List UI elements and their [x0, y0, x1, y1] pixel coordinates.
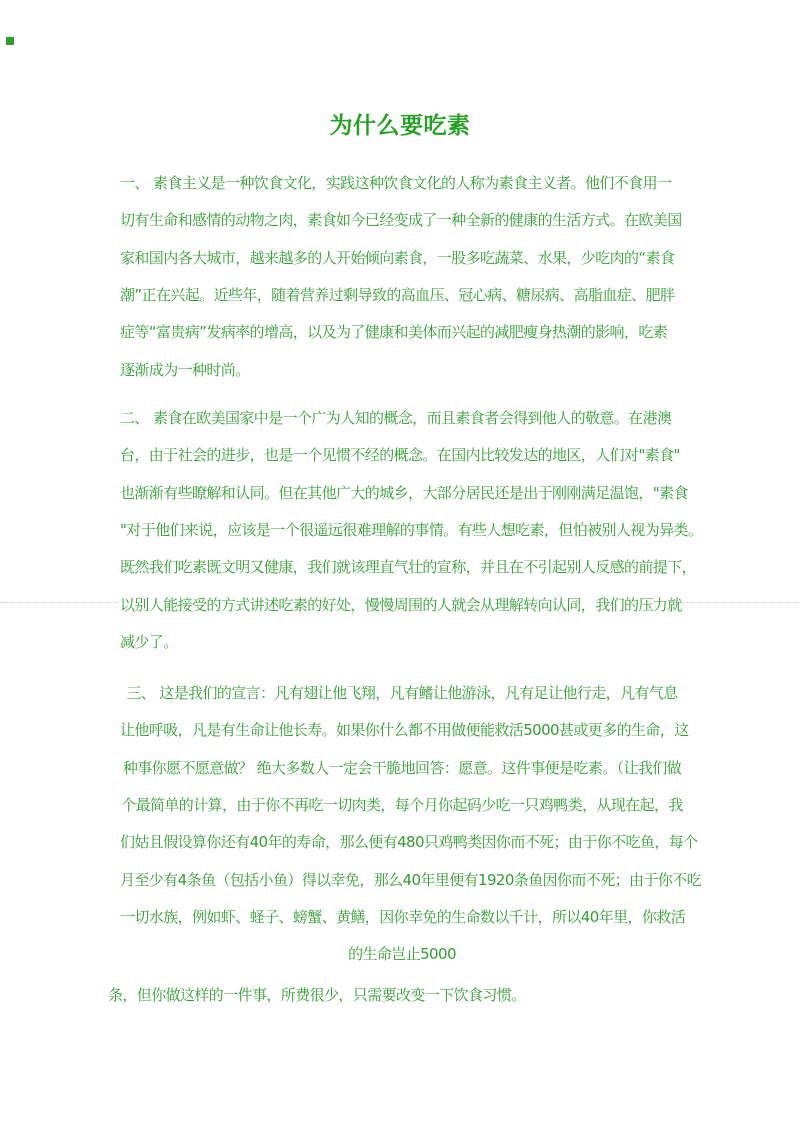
- paragraph-4: [108, 977, 692, 1014]
- text-line: 个最简单的计算，由于你不再吃一切肉类，每个月你起码少吃一只鸡鸭类，从现在起，我: [121, 795, 683, 814]
- page-corner-marker: [6, 37, 14, 45]
- text-line: 症等“富贵病”发病率的增高，以及为了健康和美体而兴起的减肥瘦身热潮的影响，吃素: [120, 323, 668, 342]
- text-line: 的生命岂止5000: [348, 945, 456, 964]
- paragraph-3: [120, 675, 702, 974]
- text-line: 种事你愿不愿意做？ 绝大多数人一定会干脆地回答：愿意。这件事便是吃素。（让我们做: [122, 758, 682, 777]
- text-line: 台，由于社会的进步，也是一个见惯不经的概念。在国内比较发达的地区，人们对"素食": [120, 446, 680, 465]
- text-line: 逐渐成为一种时尚。: [120, 360, 250, 379]
- text-line: 让他呼吸，凡是有生命让他长寿。如果你什么都不用做便能救活5000甚或更多的生命，这: [120, 721, 689, 740]
- text-line: 以别人能接受的方式讲述吃素的好处，慢慢周围的人就会从理解转向认同，我们的压力就: [120, 595, 682, 614]
- text-line: 切有生命和感情的动物之肉，素食如今已经变成了一种全新的健康的生活方式。在欧美国: [120, 211, 682, 230]
- text-line: 既然我们吃素既文明又健康，我们就该理直气壮的宣称，并且在不引起别人反感的前提下，: [120, 558, 697, 577]
- text-line: 家和国内各大城市，越来越多的人开始倾向素食，一股多吃蔬菜、水果，少吃肉的“素食: [120, 248, 675, 267]
- paragraph-2: [120, 400, 703, 661]
- text-line: 减少了。: [120, 632, 178, 651]
- text-line: 们姑且假设算你还有40年的寿命，那么便有480只鸡鸭类因你而不死；由于你不吃鱼，每个: [120, 833, 698, 852]
- text-line: 一、 素食主义是一种饮食文化，实践这种饮食文化的人称为素食主义者。他们不食用一: [120, 174, 672, 192]
- page-break-divider-segment: [670, 602, 800, 603]
- text-line: "对于他们来说，应该是一个很遥远很难理解的事情。有些人想吃素，但怕被别人视为异类。: [120, 520, 703, 539]
- text-line: 二、 素食在欧美国家中是一个广为人知的概念，而且素食者会得到他人的敬意。在港澳: [120, 409, 672, 427]
- text-line: 也渐渐有些瞭解和认同。但在其他广大的城乡，大部分居民还是出于刚刚满足温饱，"素食: [120, 483, 688, 502]
- paragraph-1: [120, 165, 684, 389]
- text-line: 三、 这是我们的宣言：凡有翅让他飞翔，凡有鳍让他游泳，凡有足让他行走，凡有气息: [126, 684, 678, 702]
- text-line: 潮”正在兴起。近些年，随着营养过剩导致的高血压、冠心病、糖尿病、高脂血症、肥胖: [120, 285, 675, 304]
- page-break-divider-segment: [0, 602, 118, 603]
- text-line: 条，但你做这样的一件事，所费很少，只需要改变一下饮食习惯。: [108, 986, 526, 1004]
- text-line: 一切水族，例如虾、蛏子、螃蟹、黄鳝，因你幸免的生命数以千计，所以40年里，你救活: [120, 907, 686, 926]
- text-line: 月至少有4条鱼（包括小鱼）得以幸免，那么40年里便有1920条鱼因你而不死；由于你不吃: [120, 870, 702, 889]
- document-title: 为什么要吃素: [329, 113, 471, 139]
